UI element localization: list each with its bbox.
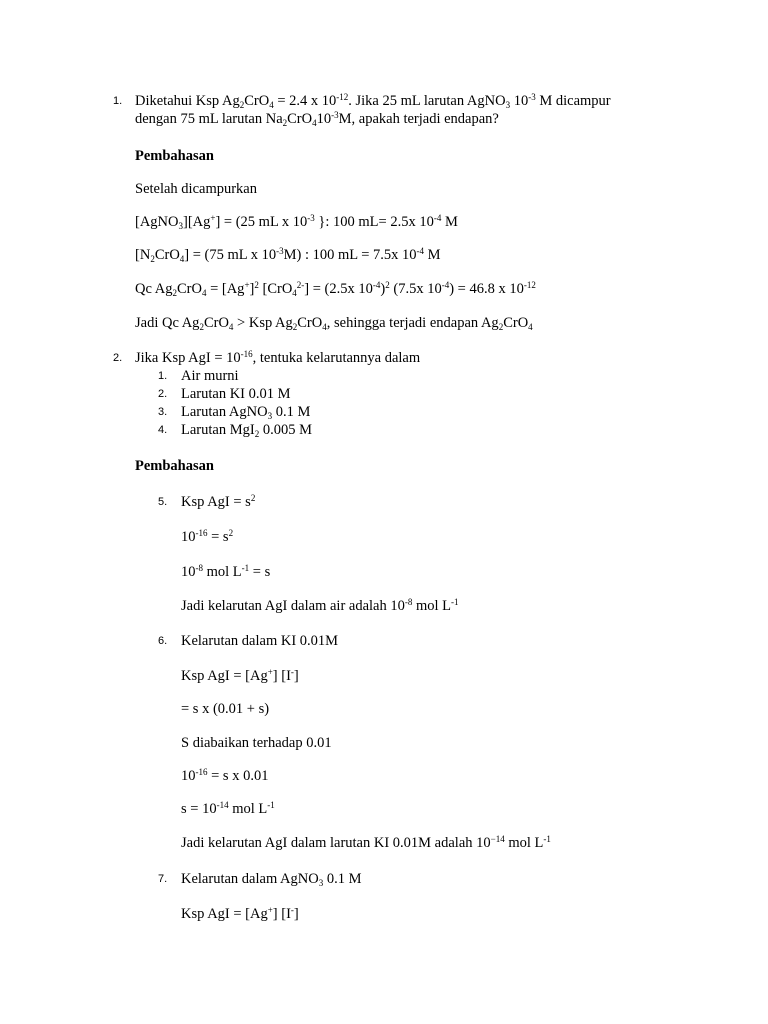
sub-list-number: 2.	[158, 388, 168, 400]
text-line: Setelah dicampurkan	[135, 181, 257, 197]
text-line: Kelarutan dalam KI 0.01M	[181, 633, 339, 649]
text-line: Ksp AgI = $s^2$	[181, 493, 256, 510]
sub-list-number: 7.	[158, 873, 168, 885]
equation-qc: Qc $Ag_2CrO_4 = [Ag^+]^2$ [CrO$_4^{2-}$] = (2.5x $10^{-4})^2$ (7.5x $10^{-4}) = 46.8$ x $10^{-12}$	[135, 280, 536, 298]
text-line: $s = 10^{-14}$ mol $L^{-1}$	[181, 800, 275, 817]
option-item: Larutan AgNO$_3$ 0.1 M	[181, 404, 311, 421]
section-heading: Pembahasan	[135, 148, 214, 164]
text-line: Jadi kelarutan AgI dalam larutan KI 0.01M adalah $10^{-14}$ mol $L^{-1}$	[181, 834, 551, 851]
option-item: Larutan MgI$_2$ 0.005 M	[181, 422, 312, 439]
text-line: Jadi kelarutan AgI dalam air adalah $10^{-8}$ mol $L^{-1}$	[181, 597, 459, 614]
sub-list-number: 4.	[158, 424, 168, 436]
equation-n2cro4: $[N_2CrO_4] = (75$ mL x $10^{-3}M$) : 100 mL = 7.5x $10^{-4}$ M	[135, 246, 441, 264]
conclusion-line: Jadi Qc $Ag_2CrO_4$ > Ksp $Ag_2CrO_4$, sehingga terjadi endapan $Ag_2CrO_4$	[135, 315, 533, 332]
question-1-line-1: Diketahui Ksp $Ag_2CrO_4 = 2.4$ x $10^{-12}$. Jika 25 mL larutan AgNO$_3$ $10^{-3}$ M dicampur	[135, 92, 611, 110]
text-line: $10^{-16} = s$ x 0.01	[181, 767, 269, 784]
option-item: Air murni	[181, 368, 239, 384]
section-heading: Pembahasan	[135, 458, 214, 474]
list-number: 2.	[113, 352, 123, 364]
option-item: Larutan KI 0.01 M	[181, 386, 291, 402]
equation-agno3: [AgNO$_3$][Ag+] = (25 mL x $10^{-3}$ }: 100 mL= 2.5x $10^{-4}$ M	[135, 213, 458, 231]
text-line: Ksp AgI = [Ag+] [I-]	[181, 905, 299, 922]
text-line: $10^{-8}$ mol $L^{-1} = s$	[181, 563, 271, 580]
question-1-line-2: dengan 75 mL larutan $Na_2CrO_410^{-3}M$, apakah terjadi endapan?	[135, 110, 499, 128]
text-line: Ksp AgI = [Ag+] [I-]	[181, 667, 299, 684]
sub-list-number: 1.	[158, 370, 168, 382]
sub-list-number: 6.	[158, 635, 168, 647]
text-line: $10^{-16} = s^2$	[181, 528, 234, 545]
question-2-line: Jika Ksp AgI = $10^{-16}$, tentuka kelarutannya dalam	[135, 349, 421, 366]
text-line: = s x (0.01 + s)	[181, 701, 270, 717]
list-number: 1.	[113, 95, 123, 107]
sub-list-number: 3.	[158, 406, 168, 418]
text-line: S diabaikan terhadap 0.01	[181, 735, 332, 751]
sub-list-number: 5.	[158, 496, 168, 508]
text-line: Kelarutan dalam AgNO$_3$ 0.1 M	[181, 871, 362, 888]
